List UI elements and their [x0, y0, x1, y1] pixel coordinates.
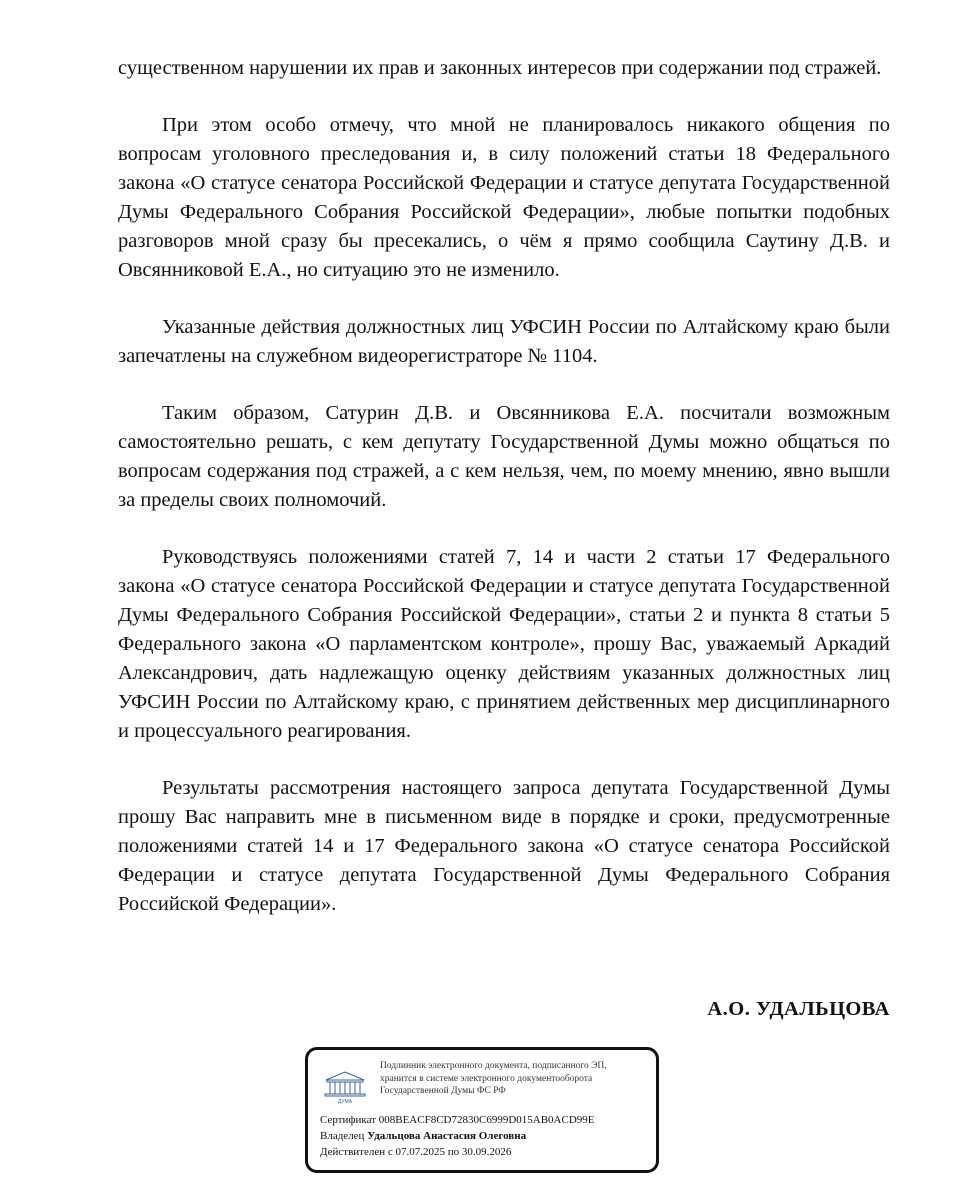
validity-row — [320, 1144, 644, 1160]
valid-label: Действителен с — [320, 1146, 393, 1158]
letter-body — [118, 54, 890, 919]
stamp-note: Подлинник электронного документа, подписанного ЭП, хранится в системе электронного документооборота Государственной Думы ФС РФ — [380, 1061, 607, 1096]
valid-to: 30.09.2026 — [461, 1146, 512, 1158]
paragraph-3: Указанные действия должностных лиц УФСИН России по Алтайскому краю были запечатлены на служебном видеорегистраторе № 1104. — [118, 316, 890, 367]
owner-row — [320, 1128, 644, 1144]
paragraph-4: Таким образом, Сатурин Д.В. и Овсянникова Е.А. посчитали возможным самостоятельно решать, с кем депутату Государственной Думы можно общаться по вопросам содержания под стражей, а с кем нельзя, чем, по моему мнению, явно вышли за пределы своих полномочий. — [118, 402, 890, 511]
duma-building-icon — [320, 1068, 370, 1106]
emblem-label: ДУМА — [337, 1099, 353, 1105]
valid-from: 07.07.2025 — [395, 1146, 446, 1158]
valid-to-label: по — [447, 1146, 460, 1158]
certificate-label: Сертификат — [320, 1114, 376, 1126]
paragraph-1: существенном нарушении их прав и законных интересов при содержании под стражей. — [118, 57, 882, 79]
owner-value: Удальцова Анастасия Олеговна — [367, 1130, 527, 1142]
paragraph-2: При этом особо отмечу, что мной не планировалось никакого общения по вопросам уголовного преследования и, в силу положений статьи 18 Федерального закона «О статусе сенатора Российской Федерации и статусе депутата Государственной Думы Федерального Собрания Российской Федерации», любые попытки подобных разговоров мной сразу бы пресекались, о чём я прямо сообщила Саутину Д.В. и Овсянниковой Е.А., но ситуацию это не изменило. — [118, 114, 890, 281]
certificate-value: 008BEACF8CD72830C6999D015AB0ACD99E — [378, 1114, 595, 1126]
electronic-signature-stamp — [305, 1047, 659, 1173]
signature-name: А.О. УДАЛЬЦОВА — [707, 998, 890, 1020]
owner-label: Владелец — [320, 1130, 365, 1142]
paragraph-6: Результаты рассмотрения настоящего запроса депутата Государственной Думы прошу Вас направить мне в письменном виде в порядке и сроки, предусмотренные положениями статей 14 и 17 Федерального закона «О статусе сенатора Российской Федерации и статусе депутата Государственной Думы Федерального Собрания Российской Федерации». — [118, 777, 890, 915]
certificate-row — [320, 1112, 644, 1128]
paragraph-5: Руководствуясь положениями статей 7, 14 и части 2 статьи 17 Федерального закона «О статусе сенатора Российской Федерации и статусе депутата Государственной Думы Федерального Собрания Российской Федерации», статьи 2 и пункта 8 статьи 5 Федерального закона «О парламентском контроле», прошу Вас, уважаемый Аркадий Александрович, дать надлежащую оценку действиям указанных должностных лиц УФСИН России по Алтайскому краю, с принятием действенных мер дисциплинарного и процессуального реагирования. — [118, 546, 890, 742]
